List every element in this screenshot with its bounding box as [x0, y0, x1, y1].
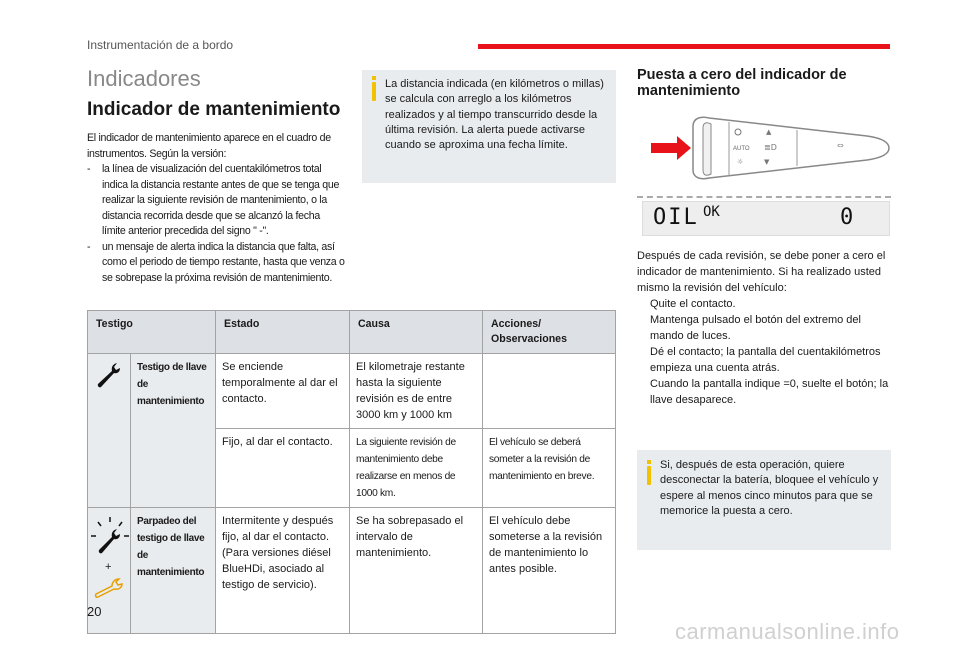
steps-intro: Después de cada revisión, se debe poner a cero el indicador de mantenimiento. Si ha realizado usted mismo la revisión del vehículo: [637, 250, 886, 294]
step-marker-icon [637, 312, 650, 344]
flashing-wrench-icon [90, 516, 130, 560]
table-header-row [88, 311, 616, 354]
reset-steps [637, 248, 891, 408]
table-cell: El vehículo se deberá someter a la revisión de mantenimiento en breve. [483, 429, 616, 508]
intro-bullet [87, 240, 345, 287]
page-number: 20 [87, 604, 102, 619]
svg-text:AUTO: AUTO [733, 146, 750, 152]
lcd-ok-text: OK [703, 204, 720, 220]
step-item [637, 312, 891, 344]
page-header-title: Instrumentación de a bordo [87, 38, 234, 52]
table-cell: Se enciende temporalmente al dar el contacto. [216, 354, 350, 429]
step-item [637, 376, 891, 408]
step-marker-icon [637, 344, 650, 376]
intro-bullet-text: un mensaje de alerta indica la distancia que falta, así como el periodo de tiempo restante, hasta que venza o se sobrepase la próxima revisión de mantenimiento. [102, 240, 345, 284]
lcd-zero-text: 0 [840, 205, 854, 230]
table-header-cell: Estado [216, 311, 350, 354]
table-cell [483, 354, 616, 429]
table-header-cell: Testigo [88, 311, 216, 354]
step-text: Cuando la pantalla indique =0, suelte el botón; la llave desaparece. [650, 378, 889, 406]
bullet-dash: - [87, 240, 91, 253]
table-cell: La siguiente revisión de mantenimiento debe realizarse en menos de 1000 km. [350, 429, 483, 508]
table-row [88, 354, 616, 429]
svg-text:≣D: ≣D [764, 143, 777, 152]
table-name-cell: Testigo de llave de mantenimiento [131, 354, 216, 508]
maintenance-table [87, 310, 616, 634]
svg-text:⇔: ⇔ [837, 141, 844, 150]
intro-bullet-text: la línea de visualización del cuentakilómetros total indica la distancia restante antes de que se tenga que realizar la siguiente revisión de mantenimiento, o la distancia recorrida desde que se alcanzó la fecha límite anterior precedida del signo " -". [102, 163, 340, 237]
info-bar-icon [372, 82, 376, 101]
info-note-distance [362, 70, 616, 183]
section-title: Indicadores [87, 66, 201, 91]
intro-text-block [87, 131, 345, 286]
table-icon-cell [88, 354, 131, 508]
plus-sign: + [105, 561, 112, 573]
header-accent-bar [478, 44, 890, 49]
step-marker-icon [637, 296, 650, 312]
table-header-cell: Causa [350, 311, 483, 354]
intro-paragraph: El indicador de mantenimiento aparece en el cuadro de instrumentos. Según la versión: [87, 132, 331, 160]
light-stalk-icon [637, 108, 891, 196]
right-section-title: Puesta a cero del indicador de mantenimiento [637, 67, 847, 99]
step-item [637, 344, 891, 376]
step-item [637, 296, 891, 312]
svg-text:☼: ☼ [737, 158, 744, 166]
info-note-text: Si, después de esta operación, quiere desconectar la batería, bloquee el vehículo y espere al menos cinco minutos para que se memorice la puesta a cero. [660, 459, 879, 517]
step-marker-icon [637, 376, 650, 408]
bullet-dash: - [87, 163, 91, 175]
wrench-icon [92, 360, 128, 390]
info-note-text: La distancia indicada (en kilómetros o millas) se calcula con arreglo a los kilómetros realizados y al tiempo transcurrido desde la última revisión. La alerta puede activarse cuando se aproxima una fecha límite. [385, 78, 604, 152]
step-text: Quite el contacto. [650, 298, 736, 310]
table-cell: El vehículo debe someterse a la revisión de mantenimiento lo antes posible. [483, 508, 616, 634]
table-cell: Fijo, al dar el contacto. [216, 429, 350, 508]
table-row [88, 508, 616, 634]
table-cell: Intermitente y después fijo, al dar el contacto. (Para versiones diésel BlueHDi, asociado al testigo de servicio). [216, 508, 350, 634]
step-text: Mantenga pulsado el botón del extremo del mando de luces. [650, 314, 861, 342]
figure-separator [637, 196, 891, 198]
table-name-cell: Parpadeo del testigo de llave de mantenimiento [131, 508, 216, 634]
svg-text:▲: ▲ [766, 128, 772, 136]
odometer-display [642, 201, 890, 236]
table-header-cell: Acciones/ Observaciones [483, 311, 616, 354]
watermark: carmanualsonline.info [675, 619, 900, 644]
info-bar-icon [647, 466, 651, 485]
table-cell: El kilometraje restante hasta la siguiente revisión es de entre 3000 km y 1000 km [350, 354, 483, 429]
step-text: Dé el contacto; la pantalla del cuentakilómetros empieza una cuenta atrás. [650, 346, 881, 374]
intro-bullet [87, 162, 345, 240]
sub-title: Indicador de mantenimiento [87, 99, 341, 120]
svg-text:▼: ▼ [764, 158, 770, 166]
lcd-oil-text: OIL [653, 205, 699, 230]
service-wrench-icon [92, 576, 128, 600]
red-arrow-icon [651, 136, 691, 160]
table-cell: Se ha sobrepasado el intervalo de mantenimiento. [350, 508, 483, 634]
info-note-battery [637, 450, 891, 550]
